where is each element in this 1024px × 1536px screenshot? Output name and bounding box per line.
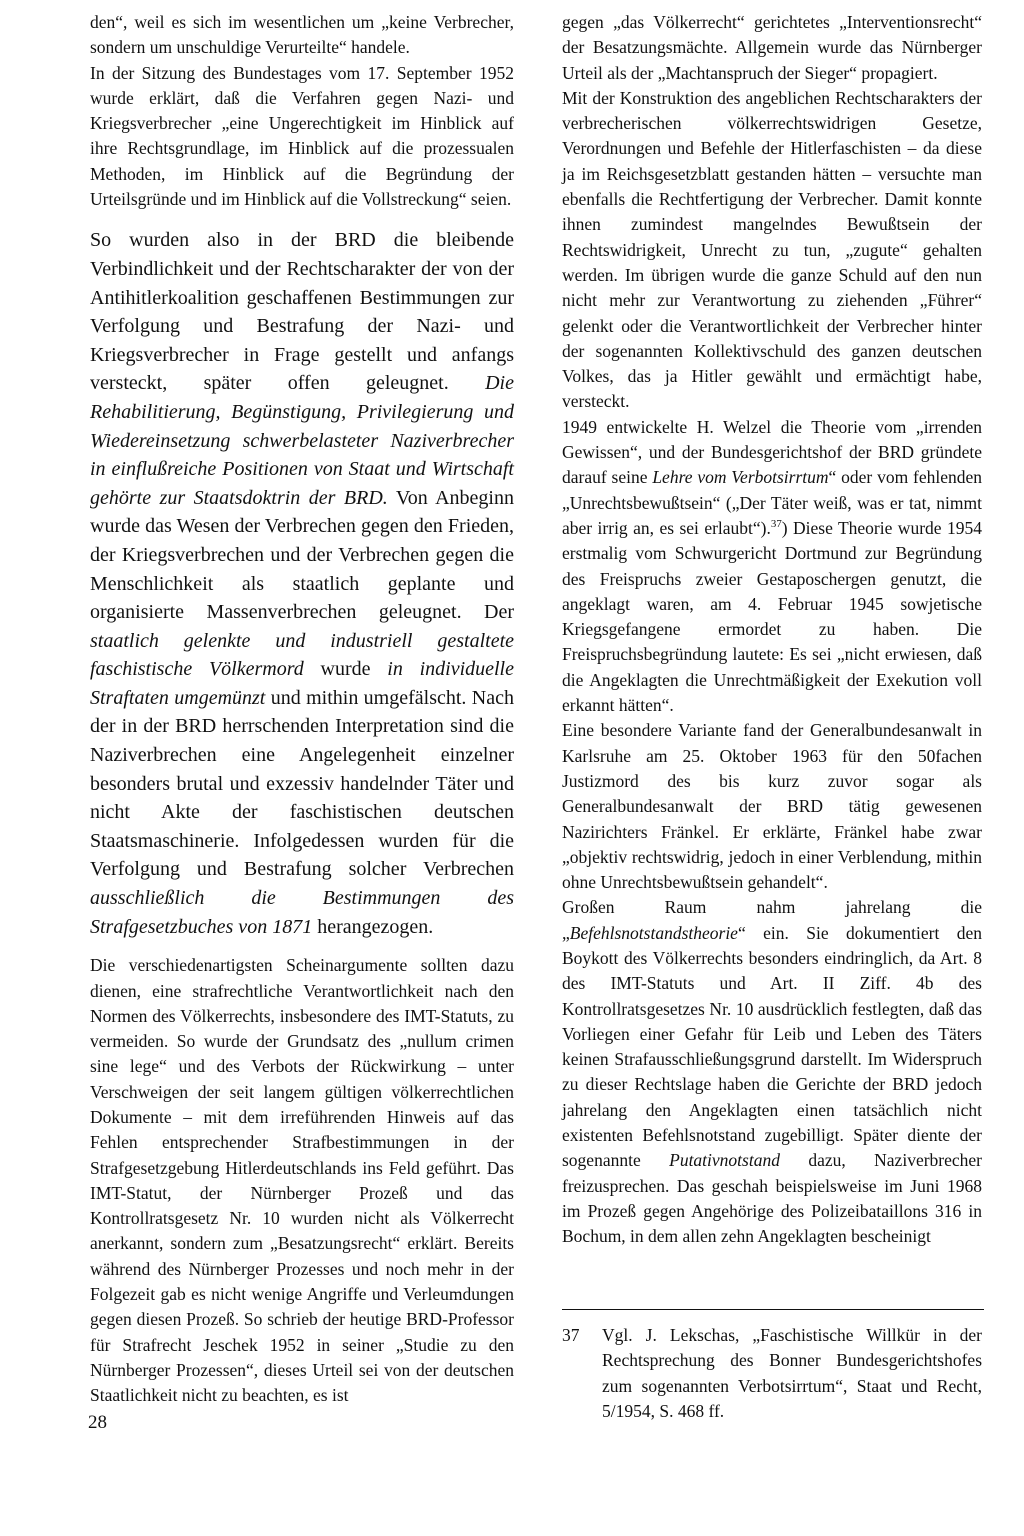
footnote-number: 37 [562, 1325, 580, 1345]
footnote-reference[interactable]: 37 [770, 518, 782, 531]
footnote [562, 1323, 982, 1424]
right-paragraph-2: Mit der Konstruktion des angeblichen Rechtscharakters der verbrecherischen völkerrechtswidrigen Gesetze, Verordnungen und Befehle der Hitlerfaschisten – da diese ja im Reichsgesetzblatt gestanden hätten – versuchte man ebenfalls die Rechtfertigung der Verbrecher. Damit konnte ihnen zumindest mangelndes Bewußtsein der Rechtswidrigkeit, Unrecht zu tun, „zugute“ gehalten werden. Im übrigen wurde die ganze Schuld auf den nun nicht mehr zur Verantwortung zu ziehenden „Führer“ gelenkt oder die Verantwortlichkeit der Verbrecher hinter der sogenannten Kollektivschuld des ganzen deutschen Volkes, das ja Hitler gewählt und ermächtigt habe, versteckt. [562, 87, 982, 412]
left-paragraph-1: den“, weil es sich im wesentlichen um „keine Verbrecher, sondern um unschuldige Verurteilte“ handele. [90, 12, 514, 58]
page-number: 28 [88, 1412, 107, 1433]
right-paragraph-3: 1949 entwickelte H. Welzel die Theorie vom „irrenden Gewissen“, und der Bundesgerichtshof der BRD gründete darauf seine Lehre vom Verbotsirrtum“ oder vom fehlenden „Unrechtsbewußtsein“ („Der Täter weiß, was er tat, nimmt aber irrig an, es sei erlaubt“).$^{37}$) Diese Theorie wurde 1954 erstmalig vom Schwurgericht Dortmund zur Begründung des Freispruchs zweier Gestaposchergen genutzt, die angeklagt waren, am 4. Februar 1945 sowjetische Kriegsgefangene ermordet zu haben. Die Freispruchsbegründung lautete: Es sei „nicht erwiesen, daß die Angeklagten die Unrechtmäßigkeit der Exekution voll erkannt hätten“. [562, 416, 982, 716]
left-paragraph-2: In der Sitzung des Bundestages vom 17. September 1952 wurde erklärt, daß die Verfahren gegen Nazi- und Kriegsverbrecher „eine Ungerechtigkeit im Hinblick auf ihre Rechtsgrundlage, im Hinblick auf die prozessualen Methoden, im Hinblick auf die Begründung der Urteilsgründe und im Hinblick auf die Vollstreckung“ seien. [90, 62, 514, 210]
right-column [562, 10, 982, 1250]
right-paragraph-5: Großen Raum nahm jahrelang die „Befehlsnotstandstheorie“ ein. Sie dokumentiert den Boykott des Völkerrechts besonders eindringlich, da Art. 8 des IMT-Statuts und Art. II Ziff. 4b des Kontrollratsgesetzes Nr. 10 ausdrücklich festlegten, daß das Vorliegen einer Gefahr für Leib und Leben des Täters keinen Strafausschließungsgrund darstellt. Im Widerspruch zu dieser Rechtslage haben die Gerichte der BRD jedoch jahrelang den Angeklagten einen tatsächlich nicht existenten Befehlsnotstand zugebilligt. Später diente der sogenannte Putativnotstand dazu, Naziverbrecher freizusprechen. Das geschah beispielsweise im Juni 1968 im Prozeß gegen Angehörige des Polizeibataillons 316 in Bochum, in dem allen zehn Angeklagten bescheinigt [562, 897, 982, 1247]
footnote-divider [562, 1309, 984, 1310]
left-paragraph-3: So wurden also in der BRD die bleibende Verbindlichkeit und der Rechtscharakter der von der Antihitlerkoalition geschaffenen Bestimmungen zur Verfolgung und Bestrafung der Nazi- und Kriegsverbrecher in Frage gestellt und anfangs versteckt, später offen geleugnet. Die Rehabilitierung, Begünstigung, Privilegierung und Wiedereinsetzung schwerbelasteter Naziverbrecher in einflußreiche Positionen von Staat und Wirtschaft gehörte zur Staatsdoktrin der BRD. Von Anbeginn wurde das Wesen der Verbrechen gegen den Frieden, der Kriegsverbrechen und der Verbrechen gegen die Menschlichkeit als staatlich geplante und organisierte Massenverbrechen geleugnet. Der staatlich gelenkte und industriell gestaltete faschistische Völkermord wurde in individuelle Straftaten umgemünzt und mithin umgefälscht. Nach der in der BRD herrschenden Interpretation sind die Naziverbrechen eine Angelegenheit einzelner besonders brutal und exzessiv handelnder Täter und nicht Akte der faschistischen deutschen Staatsmaschinerie. Infolgedessen wurden für die Verfolgung und Bestrafung solcher Verbrechen ausschließlich die Bestimmungen des Strafgesetzbuches von 1871 herangezogen. [90, 229, 514, 938]
left-paragraph-4: Die verschiedenartigsten Scheinargumente sollten dazu dienen, eine strafrechtliche Verantwortlichkeit nach den Normen des Völkerrechts, insbesondere des IMT-Statuts, zu vermeiden. So wurde der Grundsatz des „nullum crimen sine lege“ und des Verbots der Rückwirkung – unter Verschweigen der seit langem gültigen völkerrechtlichen Dokumente – mit dem irreführenden Hinweis auf das Fehlen entsprechender Strafbestimmungen in der Strafgesetzgebung Hitlerdeutschlands ins Feld geführt. Das IMT-Statut, der Nürnberger Prozeß und das Kontrollratsgesetz Nr. 10 wurden nicht als Völkerrecht anerkannt, sondern zum „Besatzungsrecht“ erklärt. Bereits während des Nürnberger Prozesses und noch mehr in der Folgezeit gab es nicht wenige Angriffe und Verleumdungen gegen diesen Prozeß. So schrieb der heutige BRD-Professor für Strafrecht Jeschek 1952 in seiner „Studie zu den Nürnberger Prozessen“, dieses Urteil sei von der deutschen Staatlichkeit nicht zu beachten, es ist [90, 955, 514, 1406]
right-paragraph-4: Eine besondere Variante fand der Generalbundesanwalt in Karlsruhe am 25. Oktober 1963 für den 50fachen Justizmord des bis kurz zuvor sogar als Generalbundesanwalt der BRD tätig gewesenen Nazirichters Fränkel. Er erklärte, Fränkel habe zwar „objektiv rechtswidrig, jedoch in einer Verblendung, mithin ohne Unrechtsbewußtsein gehandelt“. [562, 720, 982, 893]
right-paragraph-1: gegen „das Völkerrecht“ gerichtetes „Interventionsrecht“ der Besatzungsmächte. Allgemein wurde das Nürnberger Urteil als der „Machtanspruch der Sieger“ propagiert. [562, 12, 982, 83]
footnote-text: Vgl. J. Lekschas, „Faschistische Willkür in der Rechtsprechung des Bonner Bundesgerichtshofes zum sogenannten Verbotsirrtum“, Staat und Recht, 5/1954, S. 468 ff. [602, 1325, 982, 1421]
left-column [90, 10, 514, 1409]
